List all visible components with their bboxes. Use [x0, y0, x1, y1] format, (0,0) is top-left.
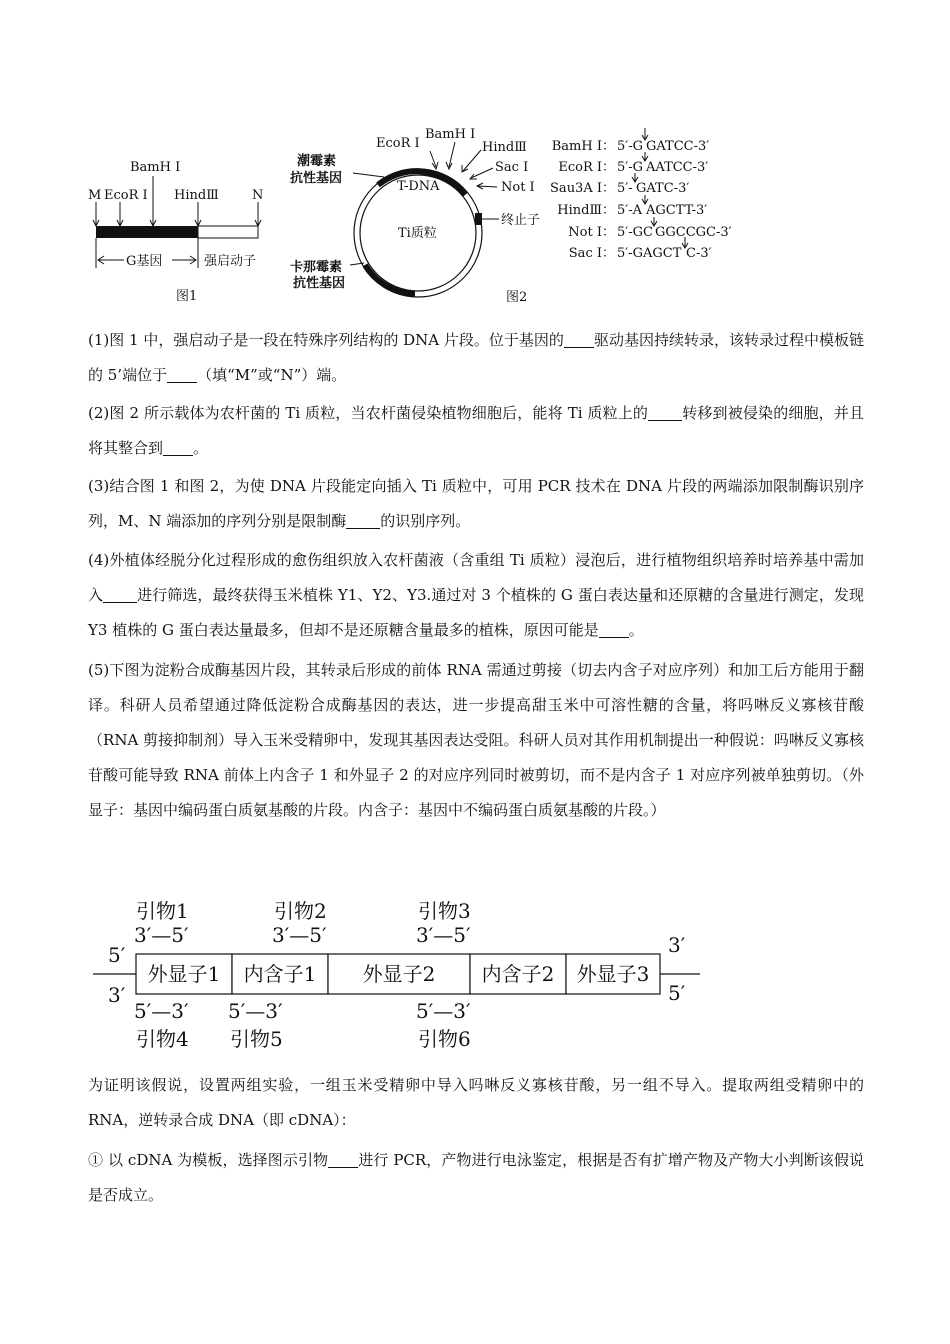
svg-text:Not Ⅰ：: Not Ⅰ：: [568, 225, 615, 240]
enzyme-row-sau3ai: [550, 173, 689, 196]
step-1: ① 以 cDNA 为模板，选择图示引物 进行 PCR，产物进行电泳鉴定，根据是否有扩增产物及产物大小判断该假说是否成立。: [88, 1151, 864, 1204]
g-gene-bar: [96, 226, 198, 238]
svg-text:HindⅢ：: HindⅢ：: [557, 203, 615, 218]
label-hindiii: HindⅢ: [174, 188, 219, 203]
segment-label: 外显子2: [362, 962, 436, 986]
svg-text:5′-GC: 5′-GC: [617, 225, 653, 240]
svg-text:5′-A: 5′-A: [617, 203, 643, 218]
primer-6-label: 引物6: [418, 1027, 471, 1051]
question-5: (5)下图为淀粉合成酶基因片段，其转录后形成的前体 RNA 需通过剪接（切去内含子对应序列）和加工后方能用于翻译。科研人员希望通过降低淀粉合成酶基因的表达，进一步提高甜玉米中可溶性糖的含量，将吗啉反义寡核苷酸（RNA 剪接抑制剂）导入玉米受精卵中，发现其基因表达受阻。科研人员对其作用机制提出一种假说：吗啉反义寡核苷酸可能导致 RNA 前体上内含子 1 和外显子 2 的对应序列同时被剪切，而不是内含子 1 对应序列被单独剪切。（外显子：基因中编码蛋白质氨基酸的片段。内含子：基因中不编码蛋白质氨基酸的片段。）: [88, 661, 864, 819]
figure-2-caption: 图2: [506, 290, 528, 305]
hygro-label-1: 潮霉素: [297, 154, 337, 169]
segment-label: 内含子1: [243, 962, 317, 986]
primer-4-label: 引物4: [136, 1027, 189, 1051]
primer-3-dir: 3′—5′: [416, 923, 471, 947]
site-ecori: EcoR Ⅰ: [376, 136, 420, 151]
site-hindiii: HindⅢ: [482, 140, 527, 155]
promoter-bar: [198, 226, 258, 238]
experiment-text: 为证明该假说，设置两组实验，一组玉米受精卵中导入吗啉反义寡核苷酸，另一组不导入。提取两组受精卵中的 RNA，逆转录合成 DNA（即 cDNA）：: [88, 1076, 864, 1129]
label-promoter: 强启动子: [204, 254, 257, 269]
primer-5-dir: 5′—3′: [228, 999, 283, 1023]
figure-3-gene-fragment: [88, 890, 708, 1055]
svg-text:5′-G: 5′-G: [617, 160, 643, 175]
segment-label: 内含子2: [481, 962, 555, 986]
svg-text:5′-G: 5′-G: [617, 139, 643, 154]
site-saci: Sac Ⅰ: [495, 160, 529, 175]
terminator-box: [475, 213, 482, 225]
enzyme-row-ecori: [558, 152, 708, 175]
kana-label-2: 抗性基因: [293, 276, 346, 291]
end-3-right: 3′: [668, 933, 686, 957]
svg-text:EcoR Ⅰ：: EcoR Ⅰ：: [558, 160, 615, 175]
plasmid-label: Ti质粒: [398, 226, 437, 241]
enzyme-table: [548, 125, 763, 265]
kana-label-1: 卡那霉素: [290, 260, 343, 275]
question-3: (3)结合图 1 和图 2，为使 DNA 片段能定向插入 Ti 质粒中，可用 PCR 技术在 DNA 片段的两端添加限制酶识别序列，M、N 端添加的序列分别是限制酶 的识别序列。: [88, 477, 864, 530]
site-noti: Not Ⅰ: [501, 180, 535, 195]
label-bamhi: BamH Ⅰ: [130, 160, 181, 175]
svg-text:5′-GAGCT: 5′-GAGCT: [617, 246, 682, 261]
figure-1: [80, 150, 290, 310]
svg-text:BamH Ⅰ：: BamH Ⅰ：: [551, 139, 615, 154]
end-5-left: 5′: [108, 943, 126, 967]
primer-4-dir: 5′—3′: [134, 999, 189, 1023]
answer-blank[interactable]: [599, 621, 629, 639]
segment-label: 外显子3: [576, 962, 650, 986]
primer-1-label: 引物1: [136, 899, 189, 923]
svg-text:GATC-3′: GATC-3′: [636, 181, 690, 196]
enzyme-row-saci: [569, 237, 712, 261]
svg-text:5′-: 5′-: [617, 181, 633, 196]
enzyme-row-hindiii: [557, 195, 707, 218]
svg-text:AGCTT-3′: AGCTT-3′: [646, 203, 708, 218]
site-bamhi: BamH Ⅰ: [425, 127, 476, 142]
primer-6-dir: 5′—3′: [416, 999, 471, 1023]
primer-5-label: 引物5: [230, 1027, 283, 1051]
label-g-gene: G基因: [126, 254, 163, 269]
primer-1-dir: 3′—5′: [134, 923, 189, 947]
label-ecori: EcoR Ⅰ: [104, 188, 148, 203]
primer-2-dir: 3′—5′: [272, 923, 327, 947]
svg-text:GGCCGC-3′: GGCCGC-3′: [655, 225, 732, 240]
segment-label: 外显子1: [147, 962, 221, 986]
question-1: (1)图 1 中，强启动子是一段在特殊序列结构的 DNA 片段。位于基因的 驱动基因持续转录，该转录过程中模板链的 5’端位于 （填“M”或“N”）端。: [88, 331, 864, 384]
answer-blank[interactable]: [648, 404, 682, 422]
answer-blank[interactable]: [328, 1151, 358, 1169]
svg-text:AATCC-3′: AATCC-3′: [646, 160, 709, 175]
svg-text:Sac Ⅰ：: Sac Ⅰ：: [568, 246, 615, 261]
primer-3-label: 引物3: [418, 899, 471, 923]
enzyme-row-noti: [568, 217, 731, 240]
answer-blank[interactable]: [167, 366, 197, 384]
question-2: (2)图 2 所示载体为农杆菌的 Ti 质粒，当农杆菌侵染植物细胞后，能将 Ti 质粒上的 转移到被侵染的细胞，并且将其整合到 。: [88, 404, 864, 457]
question-4: (4)外植体经脱分化过程形成的愈伤组织放入农杆菌液（含重组 Ti 质粒）浸泡后，进行植物组织培养时培养基中需加入 进行筛选，最终获得玉米植株 Y1、Y2、Y3.通过对 3 个植株的 G 蛋白表达量和还原糖的含量进行测定，发现 Y3 植株的 G 蛋白表达量最多，但却不是还原糖含量最多的植株，原因可能是 。: [88, 551, 864, 639]
label-m: M: [88, 188, 102, 203]
figure-2: [285, 125, 560, 310]
enzyme-row-bamhi: [552, 128, 710, 154]
tdna-label: T-DNA: [397, 179, 440, 194]
answer-blank[interactable]: [163, 439, 193, 457]
figure-1-caption: 图1: [176, 289, 198, 304]
hygro-label-2: 抗性基因: [290, 171, 343, 186]
answer-blank[interactable]: [564, 331, 594, 349]
end-5-right: 5′: [668, 981, 686, 1005]
svg-text:Sau3A Ⅰ：: Sau3A Ⅰ：: [550, 181, 615, 196]
end-3-left: 3′: [108, 983, 126, 1007]
terminator-label: 终止子: [501, 213, 541, 228]
answer-blank[interactable]: [103, 586, 137, 604]
svg-text:GATCC-3′: GATCC-3′: [646, 139, 710, 154]
label-n: N: [252, 188, 264, 203]
svg-text:C-3′: C-3′: [686, 246, 712, 261]
answer-blank[interactable]: [346, 512, 380, 530]
primer-2-label: 引物2: [274, 899, 327, 923]
